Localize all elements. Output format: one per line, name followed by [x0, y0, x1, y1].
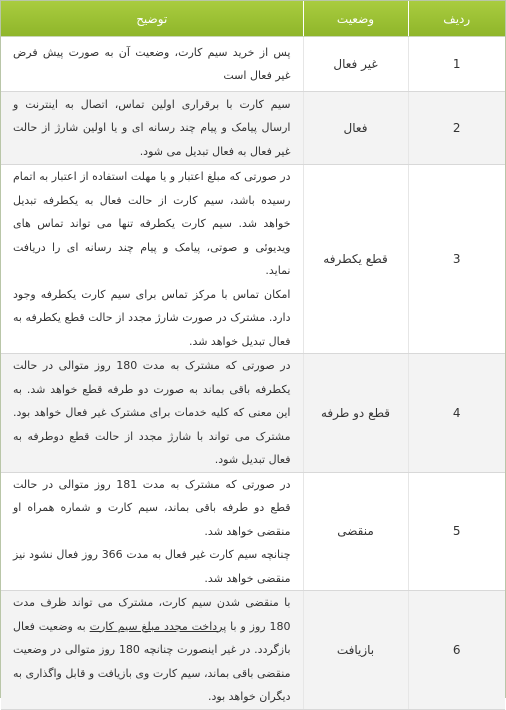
table-row [1, 37, 505, 92]
row-status: قطع یکطرفه [303, 165, 408, 354]
row-status: غیر فعال [303, 37, 408, 92]
row-description [1, 37, 303, 92]
row-description [1, 472, 303, 591]
table-header-row [1, 1, 505, 37]
table-row [1, 472, 505, 591]
payment-link[interactable]: پرداخت مجدد مبلغ سیم کارت [89, 619, 227, 633]
description-paragraph: سیم کارت با برقراری اولین تماس، اتصال به اینترنت و ارسال پیامک و پیام چند رسانه ای و یا اولین شارژ از حالت غیر فعال به فعال تبدیل می شود. [13, 97, 291, 158]
table-row [1, 165, 505, 354]
header-status: وضعیت [303, 1, 408, 37]
table-row [1, 354, 505, 473]
row-number: 5 [408, 472, 505, 591]
description-paragraph: پس از خرید سیم کارت، وضعیت آن به صورت پیش فرض غیر فعال است [13, 45, 291, 82]
row-description [1, 165, 303, 354]
row-status: بازیافت [303, 591, 408, 710]
description-paragraph: در صورتی که مشترک به مدت 181 روز متوالی در حالت قطع دو طرفه باقی بماند، سیم کارت و شماره همراه او منقضی خواهد شد. [13, 477, 291, 538]
row-number: 2 [408, 92, 505, 165]
row-description [1, 92, 303, 165]
description-text: به وضعیت فعال بازگردد. در غیر اینصورت چنانچه 180 روز متوالی در وضعیت منقضی باقی بماند، سیم کارت وی بازیافت و قابل واگذاری به دیگران خواهد بود. [13, 619, 291, 703]
row-status: منقضی [303, 472, 408, 591]
row-number: 6 [408, 591, 505, 710]
table-row [1, 92, 505, 165]
row-number: 1 [408, 37, 505, 92]
header-row-number: ردیف [408, 1, 505, 37]
description-paragraph: در صورتی که مشترک به مدت 180 روز متوالی در حالت یکطرفه باقی بماند به صورت دو طرفه قطع خواهد شد. به این معنی که کلیه خدمات برای مشترک غیر فعال خواهد بود. مشترک می تواند با شارژ مجدد از حالت قطع دوطرفه به فعال تبدیل شود. [13, 359, 291, 466]
sim-status-table [1, 1, 505, 710]
row-description [1, 591, 303, 710]
header-description: توضیح [1, 1, 303, 37]
description-paragraph: چنانچه سیم کارت غیر فعال به مدت 366 روز فعال نشود نیز منقضی خواهد شد. [13, 548, 291, 585]
table-row [1, 591, 505, 710]
description-paragraph: در صورتی که مبلغ اعتبار و یا مهلت استفاده از اعتبار به اتمام رسیده باشد، سیم کارت از حالت فعال به یکطرفه تبدیل خواهد شد. سیم کارت یکطرفه تنها می تواند تماس های ویدیوئی و صوتی، پیامک و پیام چند رسانه ای را دریافت نماید. [13, 170, 291, 277]
row-status: فعال [303, 92, 408, 165]
description-paragraph [13, 591, 291, 709]
description-paragraph: امکان تماس با مرکز تماس برای سیم کارت یکطرفه وجود دارد. مشترک در صورت شارژ مجدد از حالت قطع یکطرفه به فعال تبدیل خواهد شد. [13, 287, 291, 348]
row-number: 3 [408, 165, 505, 354]
row-description [1, 354, 303, 473]
description-text: با منقضی شدن سیم کارت، مشترک می تواند ظرف مدت 180 روز و با [13, 596, 291, 633]
row-status: قطع دو طرفه [303, 354, 408, 473]
row-number: 4 [408, 354, 505, 473]
